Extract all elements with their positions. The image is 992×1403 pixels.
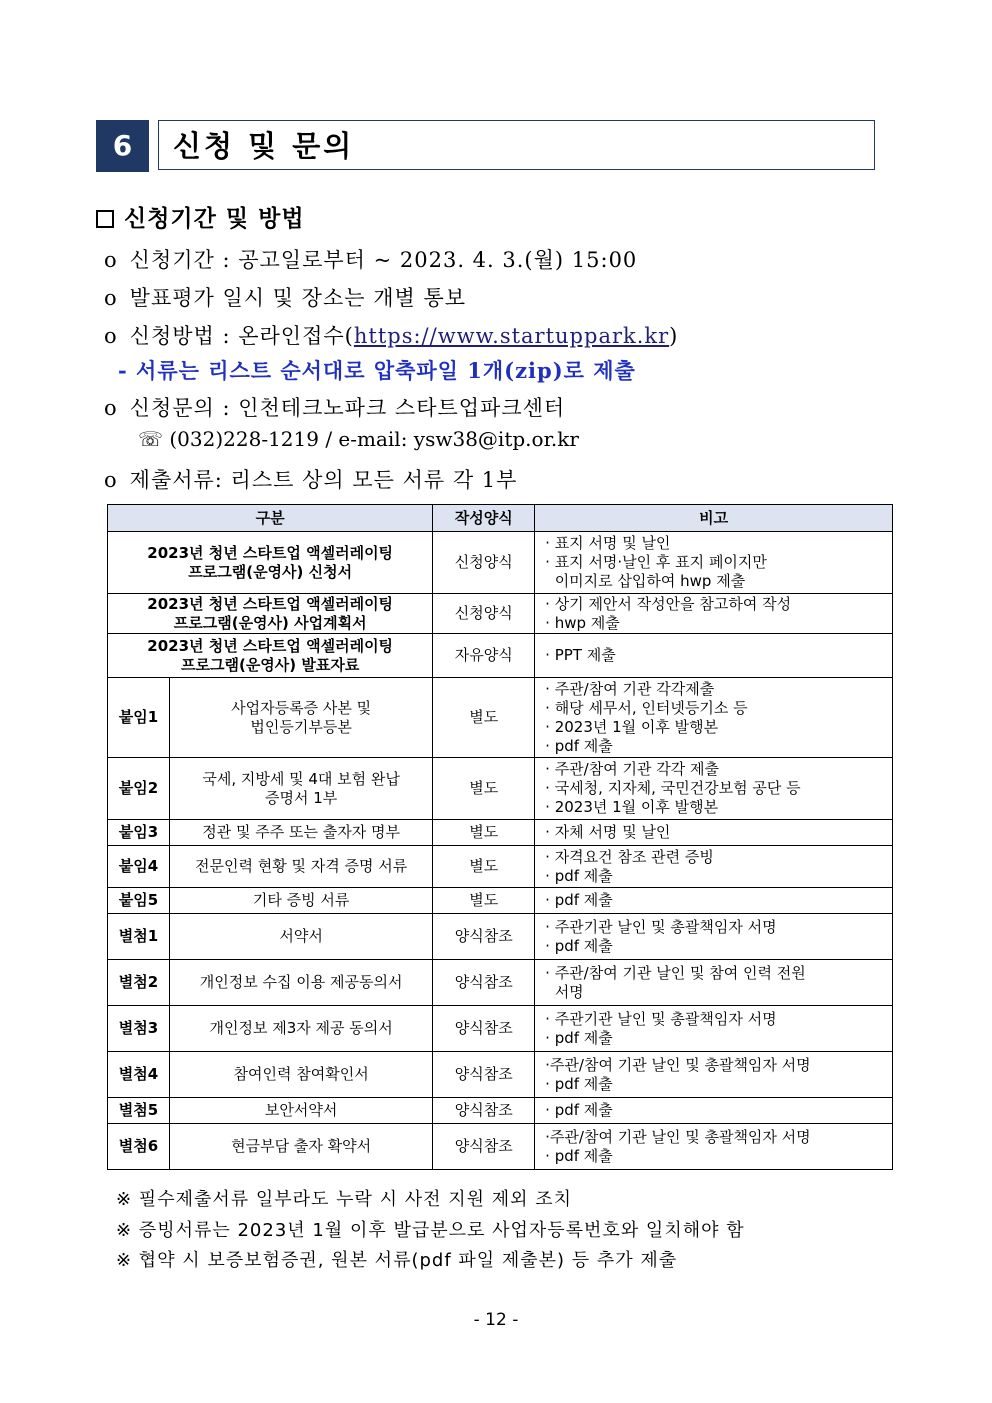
note-line: · 주관/참여 기관 각각 제출 <box>545 760 719 778</box>
notes-cell <box>535 1052 893 1098</box>
warning-3: ※ 협약 시 보증보험증권, 원본 서류(pdf 파일 제출본) 등 추가 제출 <box>116 1250 678 1271</box>
attachment-label: 붙임1 <box>108 678 170 758</box>
attachment-label: 별첨3 <box>108 1006 170 1052</box>
note-line: ·주관/참여 기관 날인 및 총괄책임자 서명 <box>545 1055 811 1074</box>
section-title: 신청 및 문의 <box>158 120 875 170</box>
note-line: · 표지 서명·날인 후 표지 페이지만 <box>545 553 767 571</box>
form-type: 양식참조 <box>433 1052 535 1098</box>
table-row <box>108 678 893 758</box>
table-row <box>108 1098 893 1124</box>
attachment-label: 별첨1 <box>108 914 170 960</box>
form-type: 양식참조 <box>433 1124 535 1170</box>
method-suffix: ) <box>669 324 679 348</box>
documents-table <box>107 504 893 1170</box>
bullet-icon: o <box>104 468 118 492</box>
page-number: - 12 - <box>473 1310 519 1330</box>
note-line: · pdf 제출 <box>545 936 613 955</box>
document-name: 국세, 지방세 및 4대 보험 완납 증명서 1부 <box>169 758 432 820</box>
notes-cell <box>535 532 893 594</box>
method-line <box>104 320 678 350</box>
note-line: · pdf 제출 <box>545 891 613 909</box>
form-type: 별도 <box>433 758 535 820</box>
form-type: 별도 <box>433 678 535 758</box>
notes-cell <box>535 678 893 758</box>
table-row <box>108 594 893 634</box>
form-type: 신청양식 <box>433 532 535 594</box>
section-header <box>96 120 877 172</box>
attachment-label: 붙임2 <box>108 758 170 820</box>
notes-cell <box>535 1124 893 1170</box>
table-row <box>108 1124 893 1170</box>
attachment-label: 별첨5 <box>108 1098 170 1124</box>
header-notes: 비고 <box>535 505 893 532</box>
attachment-label: 별첨2 <box>108 960 170 1006</box>
form-type: 양식참조 <box>433 914 535 960</box>
form-type: 양식참조 <box>433 1098 535 1124</box>
note-line: · pdf 제출 <box>545 1028 613 1047</box>
warning-2: ※ 증빙서류는 2023년 1월 이후 발급분으로 사업자등록번호와 일치해야 함 <box>116 1220 745 1241</box>
documents-line <box>104 464 517 494</box>
note-line: · pdf 제출 <box>545 1146 613 1165</box>
document-name: 개인정보 제3자 제공 동의서 <box>169 1006 432 1052</box>
table-row <box>108 1052 893 1098</box>
warning-1: ※ 필수제출서류 일부라도 누락 시 사전 지원 제외 조치 <box>116 1189 573 1210</box>
attachment-label: 붙임5 <box>108 888 170 914</box>
documents-text: 제출서류: 리스트 상의 모든 서류 각 1부 <box>129 468 518 492</box>
form-type: 양식참조 <box>433 960 535 1006</box>
note-line: · 주관기관 날인 및 총괄책임자 서명 <box>545 917 777 936</box>
method-text: 신청방법 : 온라인접수( <box>129 324 354 348</box>
note-line: · 2023년 1월 이후 발행본 <box>545 717 719 736</box>
note-line: 이미지로 삽입하여 hwp 제출 <box>545 572 746 590</box>
subheading <box>96 200 305 233</box>
note-line: · 해당 세무서, 인터넷등기소 등 <box>545 698 748 717</box>
document-name: 보안서약서 <box>169 1098 432 1124</box>
table-row <box>108 634 893 678</box>
notes-cell <box>535 914 893 960</box>
note-line: · 표지 서명 및 날인 <box>545 534 671 552</box>
note-line: · pdf 제출 <box>545 1101 613 1119</box>
note-line: · pdf 제출 <box>545 1074 613 1093</box>
section-number: 6 <box>96 120 149 172</box>
note-line: · pdf 제출 <box>545 866 613 885</box>
notes-cell <box>535 820 893 846</box>
document-name: 전문인력 현황 및 자격 증명 서류 <box>169 846 432 888</box>
checkbox-square-icon <box>96 210 114 228</box>
document-name: 서약서 <box>169 914 432 960</box>
contact-line: ☏ (032)228-1219 / e-mail: ysw38@itp.or.kr <box>138 427 579 451</box>
note-line: · pdf 제출 <box>545 736 613 755</box>
note-line: ·주관/참여 기관 날인 및 총괄책임자 서명 <box>545 1127 811 1146</box>
document-name: 2023년 청년 스타트업 액셀러레이팅 프로그램(운영사) 발표자료 <box>108 634 433 678</box>
document-name: 기타 증빙 서류 <box>169 888 432 914</box>
note-line: · 주관기관 날인 및 총괄책임자 서명 <box>545 1009 777 1028</box>
inquiry-text: 신청문의 : 인천테크노파크 스타트업파크센터 <box>129 396 566 420</box>
document-name: 2023년 청년 스타트업 액셀러레이팅 프로그램(운영사) 사업계획서 <box>108 594 433 634</box>
table-row <box>108 888 893 914</box>
document-name: 사업자등록증 사본 및 법인등기부등본 <box>169 678 432 758</box>
zip-note: - 서류는 리스트 순서대로 압축파일 1개(zip)로 제출 <box>118 358 636 383</box>
notes-cell <box>535 758 893 820</box>
bullet-icon: o <box>104 324 118 348</box>
presentation-line <box>104 282 466 312</box>
document-name: 정관 및 주주 또는 출자자 명부 <box>169 820 432 846</box>
attachment-label: 붙임4 <box>108 846 170 888</box>
period-line <box>104 244 637 274</box>
bullet-icon: o <box>104 396 118 420</box>
note-line: · 주관/참여 기관 날인 및 참여 인력 전원 <box>545 963 806 982</box>
document-name: 개인정보 수집 이용 제공동의서 <box>169 960 432 1006</box>
notes-cell <box>535 960 893 1006</box>
table-row <box>108 1006 893 1052</box>
form-type: 별도 <box>433 820 535 846</box>
table-row <box>108 846 893 888</box>
note-line: · hwp 제출 <box>545 613 620 632</box>
presentation-text: 발표평가 일시 및 장소는 개별 통보 <box>129 286 467 310</box>
form-type: 신청양식 <box>433 594 535 634</box>
note-line: · PPT 제출 <box>545 646 616 664</box>
form-type: 자유양식 <box>433 634 535 678</box>
table-header-row <box>108 505 893 532</box>
table-row <box>108 914 893 960</box>
attachment-label: 별첨4 <box>108 1052 170 1098</box>
document-name: 참여인력 참여확인서 <box>169 1052 432 1098</box>
application-link[interactable]: https://www.startuppark.kr <box>353 324 670 348</box>
note-line: · 자격요건 참조 관련 증빙 <box>545 847 714 866</box>
period-text: 신청기간 : 공고일로부터 ~ 2023. 4. 3.(월) 15:00 <box>129 248 638 272</box>
table-row <box>108 758 893 820</box>
table-row <box>108 960 893 1006</box>
note-line: · 주관/참여 기관 각각제출 <box>545 679 715 698</box>
document-name: 현금부담 출자 확약서 <box>169 1124 432 1170</box>
form-type: 양식참조 <box>433 1006 535 1052</box>
notes-cell <box>535 1006 893 1052</box>
subheading-text: 신청기간 및 방법 <box>124 206 305 232</box>
notes-cell <box>535 1098 893 1124</box>
attachment-label: 별첨6 <box>108 1124 170 1170</box>
header-form: 작성양식 <box>433 505 535 532</box>
note-line: · 2023년 1월 이후 발행본 <box>545 798 719 816</box>
notes-cell <box>535 634 893 678</box>
note-line: 서명 <box>545 982 584 1001</box>
form-type: 별도 <box>433 888 535 914</box>
header-category: 구분 <box>108 505 433 532</box>
table-row <box>108 820 893 846</box>
inquiry-line <box>104 392 565 422</box>
form-type: 별도 <box>433 846 535 888</box>
table-row <box>108 532 893 594</box>
document-name: 2023년 청년 스타트업 액셀러레이팅 프로그램(운영사) 신청서 <box>108 532 433 594</box>
notes-cell <box>535 846 893 888</box>
bullet-icon: o <box>104 286 118 310</box>
bullet-icon: o <box>104 248 118 272</box>
notes-cell <box>535 888 893 914</box>
note-line: · 자체 서명 및 날인 <box>545 823 671 841</box>
note-line: · 상기 제안서 작성안을 참고하여 작성 <box>545 594 792 613</box>
notes-cell <box>535 594 893 634</box>
note-line: · 국세청, 지자체, 국민건강보험 공단 등 <box>545 779 801 797</box>
attachment-label: 붙임3 <box>108 820 170 846</box>
